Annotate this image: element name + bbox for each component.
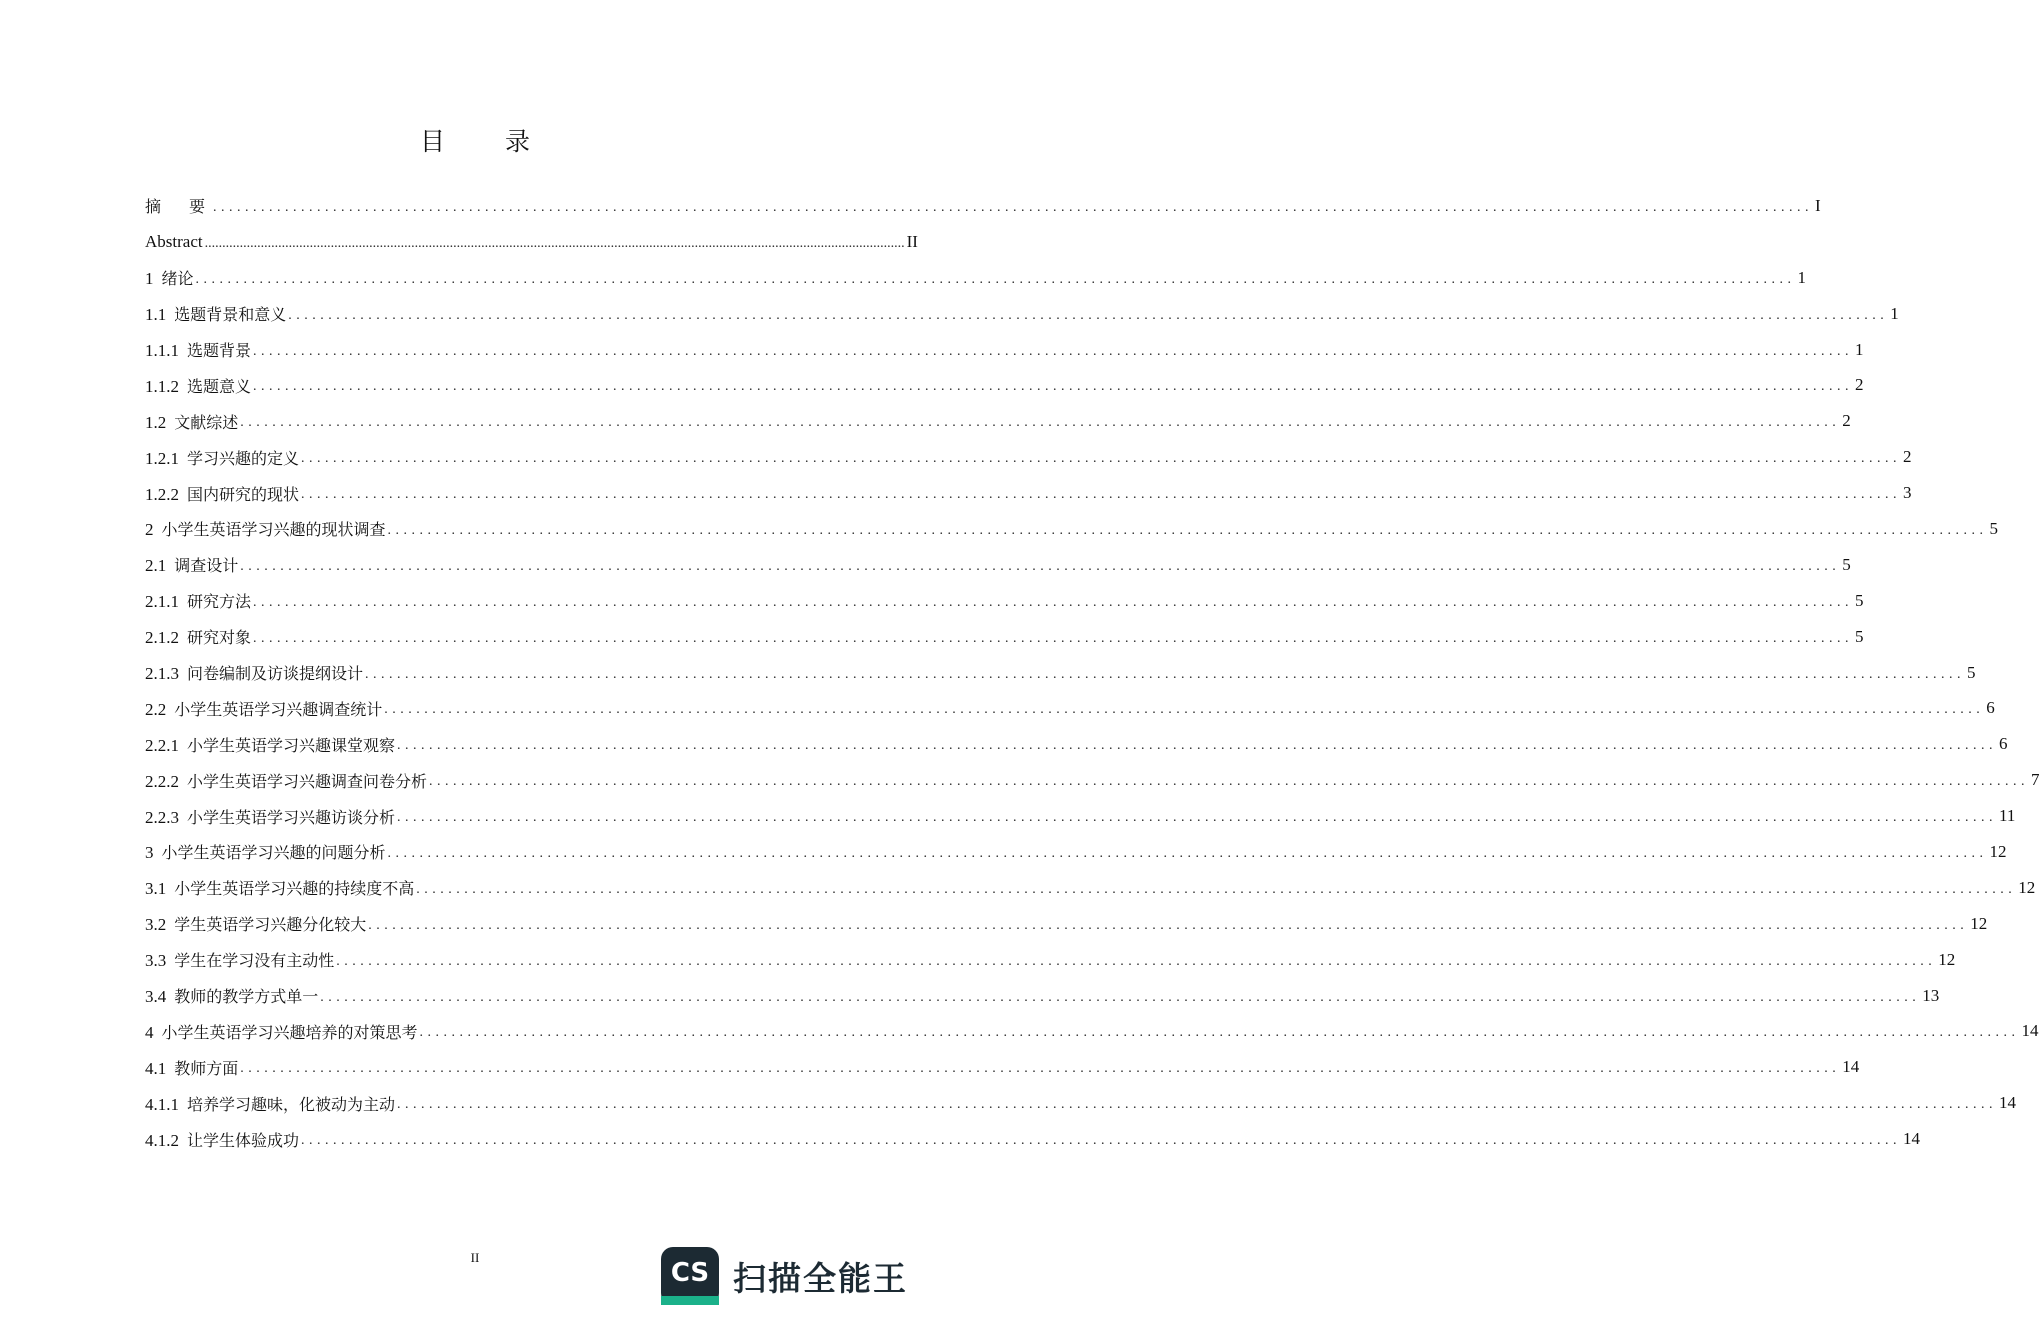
toc-entry-title: [145, 553, 238, 576]
toc-entry-number: 2.1.2: [145, 628, 179, 648]
toc-entry[interactable]: [145, 906, 1988, 942]
toc-entry-label: 小学生英语学习兴趣调查问卷分析: [187, 771, 428, 791]
toc-dot-leader: ........................................................................................................................................................................................................: [240, 415, 1841, 431]
toc-entry[interactable]: [145, 655, 1976, 691]
toc-dot-leader: ........................................................................................................................................................................................................: [320, 989, 1921, 1005]
toc-entry[interactable]: [145, 224, 918, 260]
toc-entry-number: 3.3: [145, 951, 167, 971]
toc-entry[interactable]: [145, 367, 1864, 403]
toc-entry[interactable]: [145, 690, 1995, 726]
toc-entry-number: 1.2.1: [145, 448, 179, 468]
toc-entry-page: 13: [1922, 985, 1940, 1005]
toc-entry-page: 14: [2021, 1021, 2039, 1041]
toc-entry-page: II: [906, 231, 918, 251]
toc-entry[interactable]: [145, 511, 1999, 547]
page-number: II: [470, 1250, 480, 1265]
toc-entry-number: 2.1: [145, 556, 167, 576]
toc-entry-title: [145, 589, 251, 612]
toc-entry-title: [145, 232, 203, 252]
toc-entry-label: 学生英语学习兴趣分化较大: [174, 915, 367, 935]
toc-entry-page: 2: [1842, 411, 1851, 431]
toc-entry-number: 1.1.1: [145, 341, 179, 360]
toc-entry-page: 1: [1890, 303, 1899, 323]
toc-dot-leader: ........................................................................................................................................................................................................: [204, 235, 905, 251]
toc-entry-title: [145, 410, 238, 433]
toc-entry[interactable]: [145, 1049, 1860, 1085]
toc-entry-page: 5: [1967, 662, 1976, 682]
page-title: 目 录: [420, 127, 556, 156]
toc-entry-title: [145, 876, 414, 899]
toc-entry-title: [145, 1092, 395, 1115]
toc-entry-label: 培养学习趣味，化被动为主动: [187, 1094, 396, 1114]
toc-entry-page: 5: [1855, 626, 1864, 646]
toc-dot-leader: ........................................................................................................................................................................................................: [288, 307, 1889, 323]
toc-dot-leader: ........................................................................................................................................................................................................: [240, 558, 1841, 574]
toc-entry-page: 12: [1938, 949, 1956, 969]
toc-entry[interactable]: [145, 726, 2008, 762]
toc-entry-page: 12: [2018, 877, 2036, 897]
toc-entry-page: 12: [1989, 841, 2007, 861]
toc-entry-page: 12: [1970, 913, 1988, 933]
toc-entry-label: 研究方法: [187, 592, 252, 612]
toc-entry-page: 1: [1797, 267, 1807, 287]
toc-entry-page: 2: [1855, 375, 1864, 395]
toc-entry-label: 文献综述: [174, 412, 239, 432]
toc-entry-page: 5: [1989, 518, 1999, 538]
toc-dot-leader: ........................................................................................................................................................................................................: [301, 1133, 1902, 1149]
toc-entry-title: [145, 1128, 299, 1151]
toc-entry-number: 2: [145, 520, 154, 540]
toc-entry-page: 6: [1986, 698, 1995, 718]
toc-entry-title: [145, 374, 251, 397]
toc-entry-number: 4.1.1: [145, 1094, 179, 1114]
toc-entry-page: 14: [1903, 1129, 1921, 1149]
toc-entry-page: 7: [2031, 770, 2040, 790]
toc-entry[interactable]: [145, 942, 1956, 978]
toc-entry-label: 小学生英语学习兴趣的现状调查: [161, 520, 386, 540]
toc-entry-title: [145, 302, 286, 325]
toc-entry-title: [145, 1056, 238, 1079]
toc-entry-page: 11: [1999, 806, 2016, 826]
toc-dot-leader: ........................................................................................................................................................................................................: [240, 1061, 1841, 1077]
toc-dot-leader: ........................................................................................................................................................................................................: [384, 702, 1985, 718]
toc-entry-title: [145, 661, 363, 684]
toc-entry-number: 3: [145, 843, 154, 863]
toc-entry[interactable]: [145, 188, 1821, 224]
toc-entry-number: 1.2.2: [145, 484, 179, 504]
toc-entry-title: [145, 266, 194, 289]
toc-entry-label: 问卷编制及访谈提纲设计: [187, 664, 364, 684]
toc-entry-label: 学习兴趣的定义: [187, 448, 300, 468]
toc-dot-leader: ........................................................................................................................................................................................................: [387, 522, 1988, 538]
toc-entry-title: [145, 697, 382, 720]
toc-entry-title: [145, 948, 334, 971]
toc-entry-page: 1: [1855, 339, 1864, 359]
toc-dot-leader: ........................................................................................................................................................................................................: [253, 379, 1854, 395]
toc-entry-label: 小学生英语学习兴趣培养的对策思考: [161, 1022, 418, 1042]
toc-entry-number: 2.2.1: [145, 735, 179, 755]
toc-entry[interactable]: [145, 583, 1864, 619]
toc-entry-label: 学生在学习没有主动性: [174, 951, 335, 971]
toc-entry-label: 小学生英语学习兴趣课堂观察: [187, 735, 396, 755]
toc-entry[interactable]: [145, 403, 1851, 439]
toc-entry[interactable]: [145, 260, 1807, 296]
toc-entry[interactable]: [145, 762, 2040, 798]
toc-entry-title: [145, 840, 386, 863]
toc-entry-number: 1.1.2: [145, 376, 179, 396]
app-name: 扫描全能王: [733, 1258, 908, 1298]
toc-entry-label: 选题背景和意义: [174, 305, 287, 325]
toc-entry-page: 6: [1999, 734, 2008, 754]
toc-entry-title: [145, 482, 299, 505]
toc-dot-leader: ........................................................................................................................................................................................................: [301, 487, 1902, 503]
toc-entry-title: [145, 805, 395, 828]
toc-entry-number: 1.2: [145, 412, 167, 432]
toc-entry-label: 摘 要: [145, 197, 212, 217]
toc-dot-leader: ........................................................................................................................................................................................................: [429, 774, 2030, 790]
toc-dot-leader: ........................................................................................................................................................................................................: [195, 271, 1796, 287]
toc-entry-label: 小学生英语学习兴趣调查统计: [174, 699, 383, 719]
toc-dot-leader: ........................................................................................................................................................................................................: [397, 810, 1998, 826]
toc-entry[interactable]: [145, 475, 1912, 511]
toc-entry-number: 2.2.2: [145, 771, 179, 791]
toc-entry-number: 3.2: [145, 915, 167, 935]
toc-entry[interactable]: [145, 1013, 2039, 1049]
toc-entry[interactable]: [145, 870, 2036, 906]
camscanner-logo-icon: [661, 1247, 719, 1305]
toc-entry[interactable]: [145, 1121, 1921, 1157]
toc-entry-number: 2.2.3: [145, 807, 179, 827]
toc-entry-page: 14: [1999, 1093, 2017, 1113]
toc-entry-title: [145, 769, 427, 792]
toc-entry-title: [145, 338, 251, 361]
toc-dot-leader: ........................................................................................................................................................................................................: [419, 1025, 2020, 1041]
toc-entry-number: 2.1.1: [145, 592, 179, 612]
toc-entry-page: I: [1815, 195, 1821, 215]
table-of-contents: [145, 188, 2040, 1157]
toc-entry[interactable]: [145, 332, 1864, 368]
toc-entry-title: [145, 625, 251, 648]
toc-dot-leader: ........................................................................................................................................................................................................: [253, 343, 1854, 359]
toc-entry[interactable]: [145, 296, 1899, 332]
toc-entry-label: 教师的教学方式单一: [174, 987, 319, 1007]
scanner-watermark: [661, 1246, 908, 1306]
toc-entry-label: 让学生体验成功: [187, 1130, 300, 1150]
toc-entry[interactable]: [145, 619, 1864, 655]
toc-entry-title: [145, 912, 366, 935]
toc-entry-label: 国内研究的现状: [187, 484, 300, 504]
toc-entry[interactable]: [145, 798, 2016, 834]
toc-entry[interactable]: [145, 1085, 2017, 1121]
toc-dot-leader: ........................................................................................................................................................................................................: [213, 199, 1814, 215]
toc-dot-leader: ........................................................................................................................................................................................................: [365, 666, 1966, 682]
toc-entry-number: 1.1: [145, 305, 167, 325]
toc-entry-label: Abstract: [145, 231, 203, 251]
logo-text: CS: [670, 1258, 710, 1288]
toc-dot-leader: ........................................................................................................................................................................................................: [397, 1097, 1998, 1113]
toc-entry-title: [145, 1020, 418, 1043]
toc-entry-page: 5: [1842, 554, 1851, 574]
toc-entry-number: 3.1: [145, 879, 167, 899]
toc-entry-label: 选题意义: [187, 376, 252, 396]
toc-dot-leader: ........................................................................................................................................................................................................: [387, 845, 1988, 861]
toc-dot-leader: ........................................................................................................................................................................................................: [253, 594, 1854, 610]
toc-entry[interactable]: [145, 439, 1912, 475]
toc-entry-title: [145, 194, 211, 217]
toc-dot-leader: ........................................................................................................................................................................................................: [416, 881, 2017, 897]
toc-entry-label: 研究对象: [187, 628, 252, 648]
toc-entry-number: 1: [145, 269, 154, 289]
toc-entry-label: 选题背景: [187, 341, 252, 360]
toc-entry-title: [145, 517, 386, 540]
toc-entry-page: 5: [1855, 590, 1864, 610]
toc-entry-page: 14: [1842, 1057, 1860, 1077]
toc-entry-number: 4.1: [145, 1058, 167, 1078]
toc-dot-leader: ........................................................................................................................................................................................................: [397, 738, 1998, 754]
toc-entry-label: 调查设计: [174, 556, 239, 576]
toc-entry-number: 2.2: [145, 699, 167, 719]
toc-entry-title: [145, 984, 318, 1007]
toc-entry-number: 4: [145, 1022, 154, 1042]
toc-entry[interactable]: [145, 978, 1940, 1014]
toc-entry-number: 3.4: [145, 987, 167, 1007]
toc-entry-label: 教师方面: [174, 1058, 239, 1078]
toc-entry-label: 小学生英语学习兴趣的问题分析: [161, 843, 386, 863]
toc-entry-title: [145, 446, 299, 469]
toc-entry-title: [145, 733, 395, 756]
toc-dot-leader: ........................................................................................................................................................................................................: [368, 917, 1969, 933]
toc-dot-leader: ........................................................................................................................................................................................................: [253, 630, 1854, 646]
toc-entry[interactable]: [145, 834, 2007, 870]
toc-entry[interactable]: [145, 547, 1851, 583]
toc-entry-page: 2: [1903, 447, 1912, 467]
toc-dot-leader: ........................................................................................................................................................................................................: [301, 451, 1902, 467]
toc-dot-leader: ........................................................................................................................................................................................................: [336, 953, 1937, 969]
toc-entry-label: 小学生英语学习兴趣访谈分析: [187, 807, 396, 827]
toc-entry-number: 4.1.2: [145, 1130, 179, 1150]
toc-entry-label: 小学生英语学习兴趣的持续度不高: [174, 879, 415, 899]
toc-entry-page: 3: [1903, 483, 1912, 503]
toc-entry-number: 2.1.3: [145, 664, 179, 684]
toc-entry-label: 绪论: [161, 269, 194, 289]
